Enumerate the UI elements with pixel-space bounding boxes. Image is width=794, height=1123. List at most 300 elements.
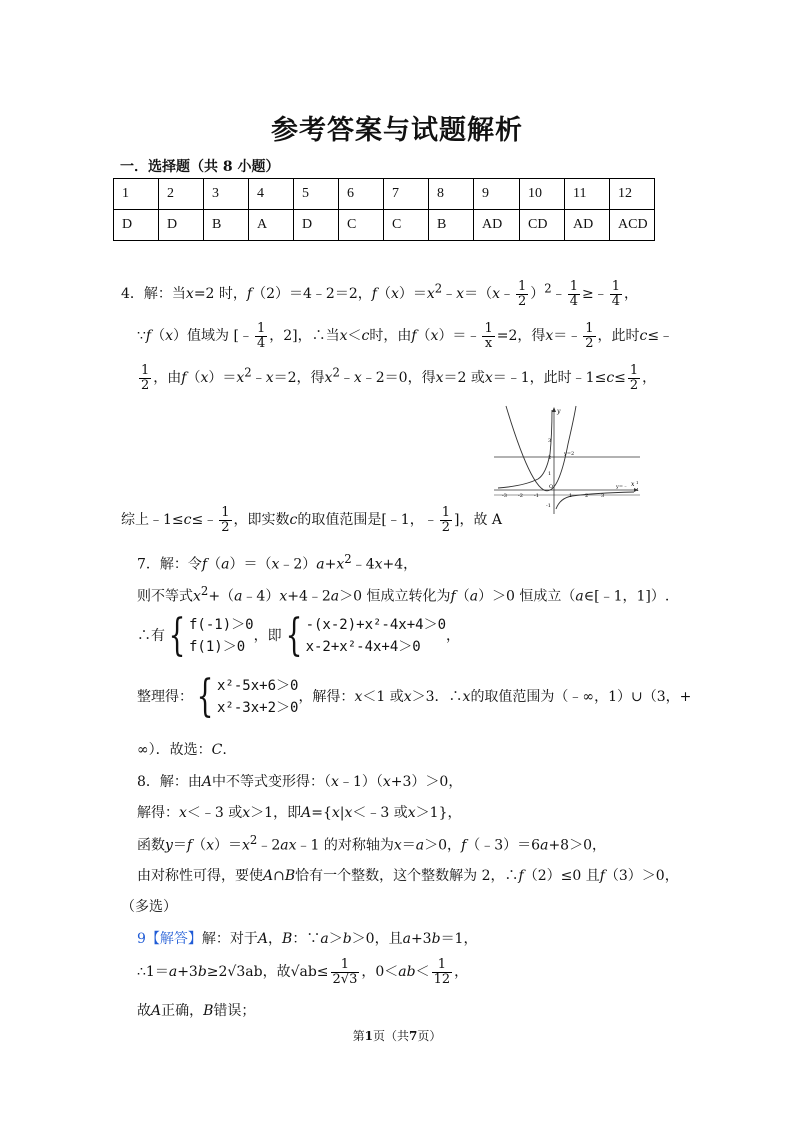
section-heading: 一．选择题（共 8 小题） xyxy=(120,159,280,175)
var: f xyxy=(518,868,524,884)
text: （ xyxy=(186,370,201,387)
text: ﹣ xyxy=(442,286,457,303)
numerator: 1 xyxy=(484,321,493,336)
table-cell: 1 xyxy=(114,179,159,210)
numerator: 1 xyxy=(141,363,150,378)
label-y-quarter-den: 4 xyxy=(636,487,639,492)
q7-line-3 xyxy=(137,610,461,661)
text: +3 xyxy=(410,931,432,947)
var: x xyxy=(456,286,465,303)
text: ﹣ xyxy=(339,370,354,387)
text: ：∵ xyxy=(292,931,321,947)
tick-x: 2 xyxy=(585,493,589,499)
table-cell: 10 xyxy=(520,179,565,210)
label-y-quarter: y=﹣ xyxy=(616,484,629,490)
text: +3 xyxy=(177,964,198,981)
answer-tag: 9【解答】 xyxy=(137,931,202,947)
fraction xyxy=(610,280,622,308)
text: （ xyxy=(416,328,431,345)
tick-x: -3 xyxy=(502,493,507,499)
var: c xyxy=(183,512,192,529)
var: x xyxy=(193,588,201,605)
var: x xyxy=(179,805,187,821)
table-cell: 9 xyxy=(474,179,520,210)
text: ＞0 恒成立转化为 xyxy=(339,588,451,605)
text: （ xyxy=(192,837,207,854)
text: ﹣ xyxy=(251,370,266,387)
text: ＞1，即 xyxy=(250,805,302,821)
fraction xyxy=(219,506,231,534)
text: ≤ xyxy=(614,370,626,387)
text: 故 xyxy=(137,1003,151,1019)
q4-line-3 xyxy=(137,364,656,392)
fraction xyxy=(331,958,360,986)
tick-x: 1 xyxy=(569,493,573,499)
numerator: 1 xyxy=(432,958,453,973)
text: ＞ xyxy=(328,931,343,947)
table-cell: 5 xyxy=(294,179,339,210)
text: ∴有 xyxy=(137,628,165,644)
page-footer xyxy=(0,1027,794,1044)
text: 解：对于 xyxy=(201,931,258,947)
table-cell: B xyxy=(429,210,474,241)
var: x xyxy=(393,837,402,854)
var: x xyxy=(165,328,174,345)
text: （3）＞0， xyxy=(604,868,679,884)
x-axis-label: x xyxy=(631,481,635,488)
text: 时，由 xyxy=(369,328,412,345)
text: ∩ xyxy=(273,868,285,884)
var: c xyxy=(606,370,615,387)
table-cell: AD xyxy=(565,210,610,241)
table-cell: 6 xyxy=(339,179,384,210)
text: （2）≤0 且 xyxy=(523,868,600,884)
var: a xyxy=(402,931,411,947)
text: 综上﹣1≤ xyxy=(121,512,184,529)
var: a xyxy=(330,588,340,605)
text: ﹣2） xyxy=(279,556,317,573)
left-brace: { xyxy=(168,610,186,661)
numerator: 1 xyxy=(585,321,594,336)
tick-y: 1 xyxy=(548,471,552,477)
table-cell: ACD xyxy=(610,210,655,241)
denominator: 2 xyxy=(517,293,527,309)
table-cell: 4 xyxy=(249,179,294,210)
text: ，由 xyxy=(153,370,182,387)
table-cell: 8 xyxy=(429,179,474,210)
var: x xyxy=(185,286,194,303)
table-cell: D xyxy=(159,210,204,241)
text: ＝2 或 xyxy=(443,370,485,387)
text: 7．解：令 xyxy=(137,556,202,573)
var: a xyxy=(168,964,178,981)
table-cell: CD xyxy=(520,210,565,241)
var: x xyxy=(403,689,412,705)
var: f xyxy=(599,868,605,884)
var: f xyxy=(246,286,253,303)
denominator: 2 xyxy=(141,377,150,393)
text: 的取值范围为（﹣∞，1）∪（3，+ xyxy=(470,689,692,705)
var: A xyxy=(151,1003,162,1019)
text: ＝﹣1，此时﹣1≤ xyxy=(492,370,607,387)
denominator: 2√3 xyxy=(332,971,358,987)
text: ﹣1 的对称轴为 xyxy=(296,837,394,854)
label-y-quarter-num: 1 xyxy=(636,480,639,485)
text: ∈[﹣1，1]）. xyxy=(583,588,670,605)
text: ∵ xyxy=(137,328,146,345)
exponent: 2 xyxy=(544,281,552,296)
text: ﹣1）（ xyxy=(338,774,383,790)
text: ）值域为 [﹣ xyxy=(173,328,253,345)
text: 正确， xyxy=(161,1003,204,1019)
page-number: 1 xyxy=(364,1029,373,1043)
text: ＝（ xyxy=(464,286,493,303)
text: ]，故 A xyxy=(454,512,503,529)
fraction xyxy=(255,322,267,350)
text: 页） xyxy=(417,1029,442,1043)
var: x xyxy=(271,556,280,573)
var: A xyxy=(257,931,269,947)
text: | xyxy=(339,805,345,821)
numerator: 1 xyxy=(221,505,230,520)
text: ）＝ xyxy=(208,370,237,387)
y-axis-label: y xyxy=(557,408,561,415)
text: ＝2，得 xyxy=(273,370,325,387)
numerator: 1 xyxy=(256,321,266,336)
text: =2，得 xyxy=(496,328,546,345)
system-row: x-2+x²-4x+4＞0 xyxy=(305,639,421,655)
text: 第 xyxy=(352,1029,365,1043)
left-brace: { xyxy=(285,610,302,661)
system-row: f(1)＞0 xyxy=(189,639,246,655)
text: . xyxy=(222,742,227,758)
var: x xyxy=(206,837,215,854)
q8-line-2 xyxy=(137,802,461,822)
text: 则不等式 xyxy=(137,588,193,605)
denominator: 4 xyxy=(256,335,266,351)
answer-table-number-row xyxy=(114,179,655,210)
fraction xyxy=(440,506,452,534)
var: x xyxy=(354,689,363,705)
table-cell: B xyxy=(204,210,249,241)
text: 8．解：由 xyxy=(137,774,202,790)
text: +（ xyxy=(208,588,235,605)
var: f xyxy=(461,837,467,854)
var: b xyxy=(342,931,352,947)
var: a xyxy=(540,837,549,854)
q7-line-4 xyxy=(137,671,692,722)
var: f xyxy=(450,588,456,605)
var: x xyxy=(265,370,274,387)
text: ≤﹣ xyxy=(647,328,674,345)
var: a xyxy=(234,588,243,605)
q7-line-1 xyxy=(137,552,417,574)
var: f xyxy=(181,370,187,387)
label-y2: y=2 xyxy=(564,451,575,457)
var: x xyxy=(242,837,250,854)
parabola-curve xyxy=(506,406,576,491)
text: ，2]，∴当 xyxy=(269,328,340,345)
denominator: 2 xyxy=(221,519,230,535)
var: a xyxy=(469,588,479,605)
text: ， xyxy=(642,370,657,387)
system-row: f(-1)＞0 xyxy=(189,617,254,633)
var: f xyxy=(186,837,193,854)
denominator: 2 xyxy=(629,377,639,393)
text: ，此时 xyxy=(597,328,640,345)
q4-line-4 xyxy=(121,506,502,534)
q8-line-4 xyxy=(137,865,679,885)
exponent: 2 xyxy=(244,365,252,380)
text: ＜﹣3 或 xyxy=(186,805,243,821)
table-cell: D xyxy=(114,210,159,241)
var: c xyxy=(289,512,298,529)
text: ={ xyxy=(311,805,332,821)
numerator: 1 xyxy=(611,279,620,294)
y-axis-arrow xyxy=(552,407,556,412)
text: ＝ xyxy=(172,837,187,854)
var: x xyxy=(339,328,348,345)
text: 4．解：当 xyxy=(121,286,186,303)
text: ， xyxy=(268,931,283,947)
fraction xyxy=(568,280,580,308)
var: x xyxy=(242,805,251,821)
text: ∴1＝ xyxy=(137,964,169,981)
text: +3）＞0， xyxy=(390,774,463,790)
hyperbola-right-branch xyxy=(556,492,634,509)
text: ＜ xyxy=(347,328,362,345)
text: 由对称性可得，要使 xyxy=(137,868,263,884)
numerator: 1 xyxy=(569,279,578,294)
denominator: 2 xyxy=(585,335,594,351)
var: b xyxy=(431,931,441,947)
text: （ xyxy=(376,286,391,303)
text: ＜ xyxy=(415,964,430,981)
table-cell: AD xyxy=(474,210,520,241)
text: （2）＝4﹣2＝2， xyxy=(252,286,372,303)
text: +4﹣2 xyxy=(287,588,331,605)
var: B xyxy=(284,868,296,884)
hyperbola-left-branch xyxy=(498,410,552,488)
text: ）＝ xyxy=(214,837,243,854)
var: A xyxy=(301,805,312,821)
tick-y: 2 xyxy=(548,455,552,461)
var: x xyxy=(331,805,340,821)
var: x xyxy=(336,556,345,573)
var: x xyxy=(492,286,500,303)
text: （ xyxy=(151,328,166,345)
q9-line-1 xyxy=(137,928,477,948)
text: ﹣ xyxy=(551,286,566,303)
text: ，即实数 xyxy=(233,512,290,529)
var: x xyxy=(435,370,444,387)
var: f xyxy=(145,328,152,345)
table-cell: 7 xyxy=(384,179,429,210)
text: ＞0，且 xyxy=(351,931,403,947)
q4-line-1 xyxy=(121,280,638,308)
denominator: 2 xyxy=(441,519,450,535)
table-cell: C xyxy=(384,210,429,241)
text: ）＞0 恒成立（ xyxy=(478,588,576,605)
text: ﹣4 xyxy=(351,556,375,573)
var: y xyxy=(165,837,173,854)
answer-table-answer-row xyxy=(114,210,655,241)
fraction xyxy=(628,364,640,392)
var: x xyxy=(331,774,339,790)
var: ab xyxy=(398,964,416,981)
table-cell: 12 xyxy=(610,179,655,210)
var: x xyxy=(407,805,416,821)
var: x xyxy=(236,370,245,387)
page-title: 参考答案与试题解析 xyxy=(271,115,523,146)
var: x xyxy=(484,370,493,387)
var: f xyxy=(201,556,208,573)
tick-x: -1 xyxy=(534,493,539,499)
text: ≥﹣ xyxy=(581,286,608,303)
q8-line-5: （多选） xyxy=(121,899,177,915)
var: f xyxy=(371,286,377,303)
var: x xyxy=(200,370,209,387)
exponent: 2 xyxy=(344,552,352,566)
text: ＞0， xyxy=(424,837,462,854)
text: + xyxy=(324,556,337,573)
text: ，解得： xyxy=(298,689,355,705)
var: x xyxy=(279,588,288,605)
text: ，即 xyxy=(253,628,282,644)
var: c xyxy=(639,328,648,345)
text: （ xyxy=(455,588,470,605)
q4-line-2 xyxy=(137,322,673,350)
var: B xyxy=(282,931,293,947)
var: a xyxy=(221,556,230,573)
text: 恰有一个整数，这个整数解为 2，∴ xyxy=(295,868,519,884)
text: ＝ xyxy=(401,837,416,854)
table-cell: C xyxy=(339,210,384,241)
function-graph xyxy=(494,404,640,516)
var: ax xyxy=(280,837,297,854)
var: x xyxy=(545,328,554,345)
table-cell: 2 xyxy=(159,179,204,210)
text: ＝1， xyxy=(440,931,478,947)
var: B xyxy=(203,1003,214,1019)
var: x xyxy=(374,556,383,573)
text: 的取值范围是[﹣1，﹣ xyxy=(297,512,438,529)
text: ＜﹣3 或 xyxy=(352,805,408,821)
q7-line-5 xyxy=(137,739,227,759)
origin-label: O xyxy=(549,484,554,490)
var: x xyxy=(462,689,471,705)
denominator: x xyxy=(484,335,493,351)
fraction xyxy=(482,322,494,350)
q9-line-2 xyxy=(137,958,468,986)
system-row: x²-5x+6＞0 xyxy=(217,678,299,694)
page-total: 7 xyxy=(409,1029,418,1043)
var: a xyxy=(316,556,325,573)
var: a xyxy=(575,588,584,605)
text: ∞）．故选： xyxy=(137,742,212,758)
exponent: 2 xyxy=(249,833,258,847)
text: ﹣2 xyxy=(257,837,281,854)
text: 函数 xyxy=(137,837,165,854)
tick-x: 3 xyxy=(601,493,605,499)
text: ＞1}， xyxy=(415,805,462,821)
q9-line-3 xyxy=(137,1000,255,1020)
table-cell: D xyxy=(294,210,339,241)
q8-line-3 xyxy=(137,833,606,855)
var: x xyxy=(324,370,333,387)
fraction xyxy=(432,958,453,986)
var: x xyxy=(390,286,399,303)
exponent: 2 xyxy=(332,365,340,380)
text: ﹣4） xyxy=(242,588,280,605)
text: 页（共 xyxy=(372,1029,409,1043)
text: 中不等式变形得：（ xyxy=(212,774,332,790)
text: ≤﹣ xyxy=(191,512,218,529)
text: ＝﹣ xyxy=(553,328,582,345)
var: c xyxy=(361,328,370,345)
exponent: 2 xyxy=(200,584,209,598)
text: ， xyxy=(446,628,461,644)
system-row: -(x-2)+x²-4x+4＞0 xyxy=(305,617,447,633)
fraction xyxy=(139,364,151,392)
numerator: 1 xyxy=(629,363,639,378)
text: ＞3．∴ xyxy=(411,689,463,705)
left-brace: { xyxy=(196,671,214,722)
text: ） xyxy=(530,286,545,303)
var: C xyxy=(211,742,223,758)
denominator: 12 xyxy=(433,971,451,987)
var: x xyxy=(353,370,362,387)
var: b xyxy=(197,964,207,981)
equation-system xyxy=(189,614,254,658)
fraction xyxy=(583,322,595,350)
text: 错误； xyxy=(213,1003,256,1019)
text: ﹣2＝0，得 xyxy=(361,370,436,387)
text: 解得： xyxy=(137,805,179,821)
text: ， xyxy=(454,964,469,981)
numerator: 1 xyxy=(331,958,360,973)
equation-system xyxy=(217,675,298,719)
text: ， xyxy=(623,286,638,303)
text: =2 时， xyxy=(193,286,247,303)
exponent: 2 xyxy=(434,281,443,296)
equation-system xyxy=(306,614,446,658)
var: A xyxy=(201,774,213,790)
tick-x: -2 xyxy=(518,493,523,499)
answer-table xyxy=(113,178,655,241)
q8-line-1 xyxy=(137,771,462,791)
tick-y: -1 xyxy=(546,503,551,509)
text: +4， xyxy=(382,556,418,573)
text: （ xyxy=(207,556,222,573)
text: ＜1 或 xyxy=(362,689,404,705)
denominator: 4 xyxy=(611,293,620,309)
numerator: 1 xyxy=(441,505,450,520)
text: ≥2√3ab，故√ab≤ xyxy=(206,964,329,981)
fraction xyxy=(516,280,528,308)
table-cell: 3 xyxy=(204,179,249,210)
var: a xyxy=(320,931,329,947)
text: 整理得： xyxy=(137,689,193,705)
text: ，0＜ xyxy=(361,964,399,981)
text: ）＝ xyxy=(398,286,427,303)
tick-y: 3 xyxy=(548,438,552,444)
table-cell: 11 xyxy=(565,179,610,210)
text: ）＝（ xyxy=(229,556,272,573)
numerator: 1 xyxy=(517,279,527,294)
denominator: 4 xyxy=(569,293,578,309)
var: x xyxy=(344,805,353,821)
